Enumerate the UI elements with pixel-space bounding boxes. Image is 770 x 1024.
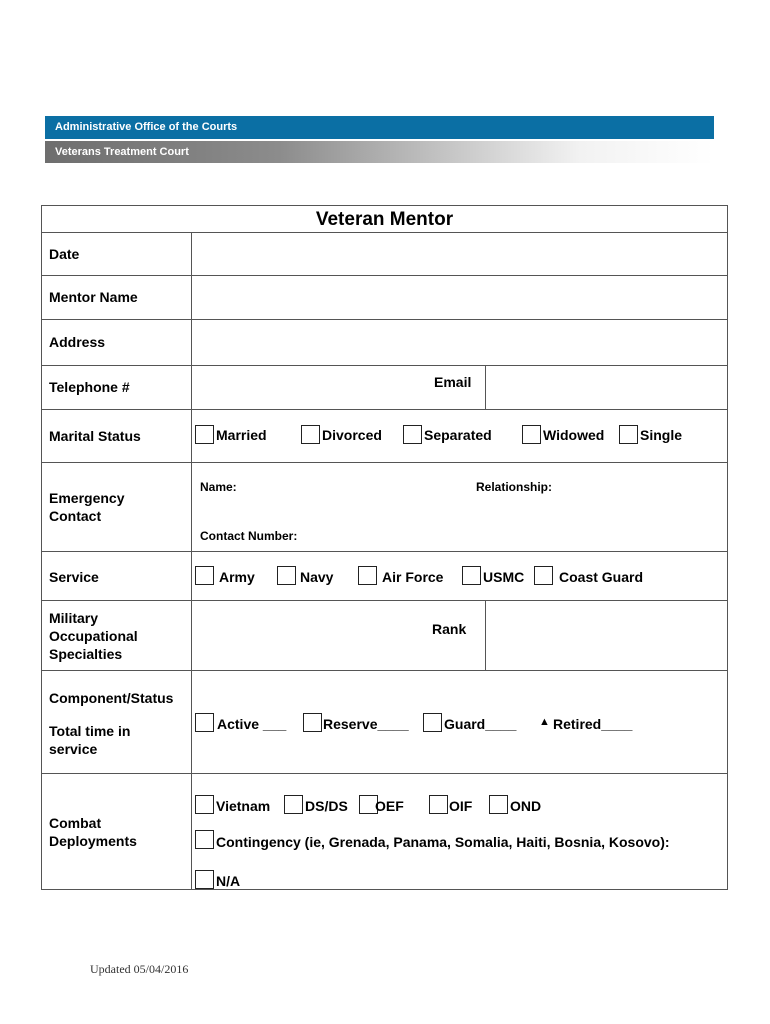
contingency-checkbox[interactable]: [195, 830, 214, 849]
air-force-checkbox[interactable]: [358, 566, 377, 585]
single-option-label: Single: [640, 427, 683, 443]
coast-guard-option-label: Coast Guard: [559, 569, 644, 585]
total-time-label: Total time in service: [49, 723, 131, 757]
single-checkbox[interactable]: [619, 425, 638, 444]
emergency-number-label: Contact Number:: [200, 529, 298, 543]
address-label: Address: [49, 334, 106, 350]
mentor-name-field[interactable]: [193, 277, 726, 318]
row-divider: [42, 551, 727, 552]
active-option-label: Active ___: [217, 716, 287, 732]
reserve-checkbox[interactable]: [303, 713, 322, 732]
row-divider: [42, 232, 727, 233]
column-divider: [485, 600, 486, 670]
oef-option-label: OEF: [375, 798, 404, 814]
army-option-label: Army: [219, 569, 255, 585]
column-divider: [191, 232, 192, 890]
date-label: Date: [49, 246, 80, 262]
telephone-field[interactable]: [193, 367, 433, 408]
row-divider: [42, 670, 727, 671]
married-checkbox[interactable]: [195, 425, 214, 444]
column-divider: [485, 365, 486, 409]
air-force-option-label: Air Force: [382, 569, 444, 585]
marital-status-label: Marital Status: [49, 428, 141, 444]
retired-marker-icon[interactable]: ▲: [539, 716, 550, 728]
coast-guard-checkbox[interactable]: [534, 566, 553, 585]
header-program-bar: [45, 141, 714, 163]
telephone-label: Telephone #: [49, 379, 130, 395]
row-divider: [42, 462, 727, 463]
emergency-name-field[interactable]: [242, 476, 472, 498]
header-org-bar: [45, 116, 714, 139]
combat-deployments-label: Combat Deployments: [49, 815, 137, 849]
mos-label: Military Occupational Specialties: [49, 610, 138, 662]
rank-field[interactable]: [487, 602, 726, 669]
guard-checkbox[interactable]: [423, 713, 442, 732]
row-divider: [42, 275, 727, 276]
separated-checkbox[interactable]: [403, 425, 422, 444]
updated-date: Updated 05/04/2016: [90, 962, 189, 976]
date-field[interactable]: [193, 234, 726, 274]
row-divider: [42, 409, 727, 410]
ds-ds-checkbox[interactable]: [284, 795, 303, 814]
guard-option-label: Guard____: [444, 716, 517, 732]
emergency-name-label: Name:: [200, 480, 237, 494]
active-checkbox[interactable]: [195, 713, 214, 732]
divorced-checkbox[interactable]: [301, 425, 320, 444]
na-option-label: N/A: [216, 873, 241, 889]
header-org: Administrative Office of the Courts: [55, 121, 238, 133]
ond-checkbox[interactable]: [489, 795, 508, 814]
usmc-option-label: USMC: [483, 569, 525, 585]
rank-label: Rank: [432, 621, 467, 637]
service-label: Service: [49, 569, 99, 585]
address-field[interactable]: [193, 321, 726, 364]
oif-checkbox[interactable]: [429, 795, 448, 814]
separated-option-label: Separated: [424, 427, 492, 443]
na-checkbox[interactable]: [195, 870, 214, 889]
header-program: Veterans Treatment Court: [55, 146, 189, 158]
email-label: Email: [434, 374, 472, 390]
mentor-name-label: Mentor Name: [49, 289, 138, 305]
navy-checkbox[interactable]: [277, 566, 296, 585]
vietnam-option-label: Vietnam: [216, 798, 271, 814]
navy-option-label: Navy: [300, 569, 334, 585]
emergency-number-field[interactable]: [315, 525, 615, 547]
veteran-mentor-form: [41, 205, 728, 890]
row-divider: [42, 773, 727, 774]
form-title: Veteran Mentor: [315, 209, 454, 230]
component-status-label: Component/Status: [49, 690, 174, 706]
army-checkbox[interactable]: [195, 566, 214, 585]
emergency-relationship-field[interactable]: [567, 476, 725, 498]
vietnam-checkbox[interactable]: [195, 795, 214, 814]
oif-option-label: OIF: [449, 798, 473, 814]
married-option-label: Married: [216, 427, 267, 443]
widowed-option-label: Widowed: [543, 427, 605, 443]
row-divider: [42, 319, 727, 320]
row-divider: [42, 365, 727, 366]
ds-ds-option-label: DS/DS: [305, 798, 348, 814]
widowed-checkbox[interactable]: [522, 425, 541, 444]
contingency-option-label: Contingency (ie, Grenada, Panama, Somalia, Haiti, Bosnia, Kosovo):: [216, 834, 670, 850]
emergency-contact-label: Emergency Contact: [49, 490, 125, 524]
ond-option-label: OND: [510, 798, 542, 814]
usmc-checkbox[interactable]: [462, 566, 481, 585]
divorced-option-label: Divorced: [322, 427, 382, 443]
row-divider: [42, 600, 727, 601]
email-field[interactable]: [487, 367, 726, 408]
retired-option-label: Retired____: [553, 716, 633, 732]
reserve-option-label: Reserve____: [323, 716, 409, 732]
emergency-relationship-label: Relationship:: [476, 480, 553, 494]
